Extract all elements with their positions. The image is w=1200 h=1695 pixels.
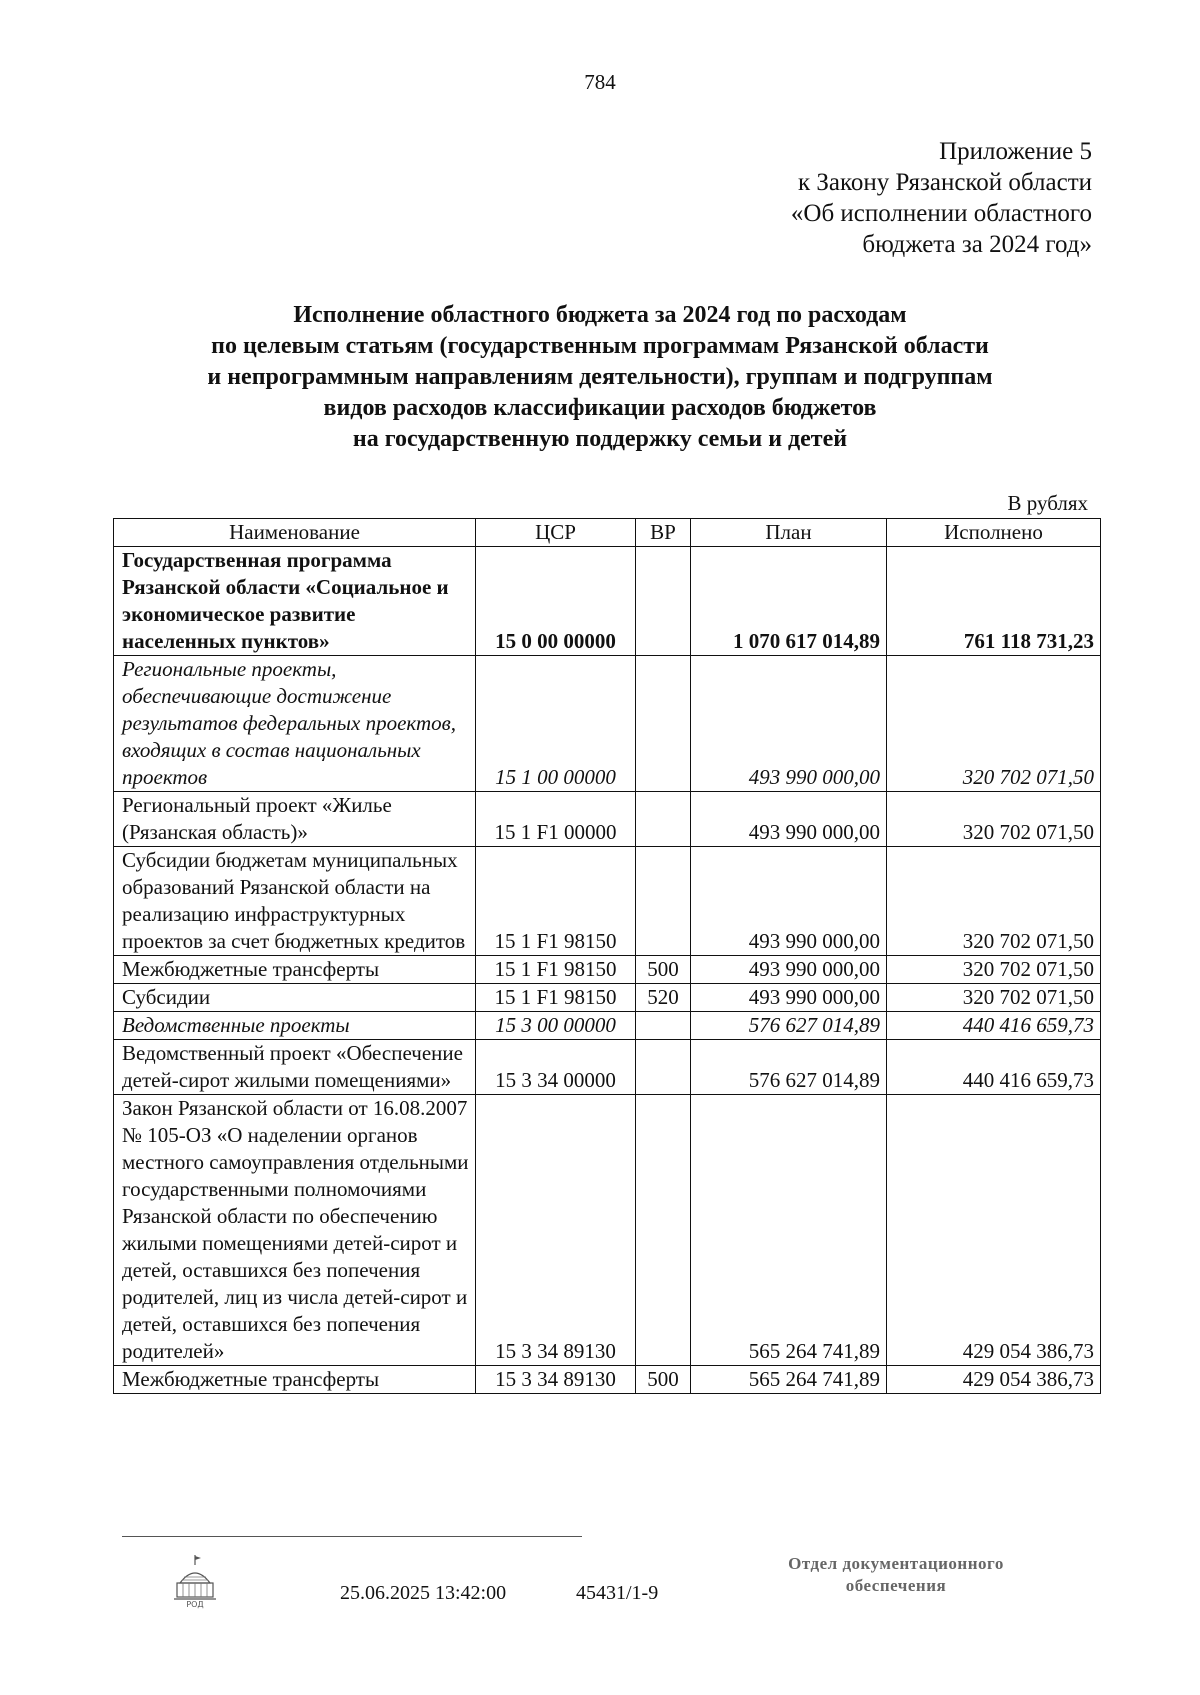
row-name-cell: Субсидии [114,984,476,1012]
row-done-cell: 320 702 071,50 [887,847,1101,956]
row-csr-cell: 15 1 F1 00000 [476,792,636,847]
row-csr-cell: 15 1 F1 98150 [476,984,636,1012]
row-plan-cell: 493 990 000,00 [691,847,887,956]
column-header-vr: ВР [636,519,691,547]
row-name-cell: Межбюджетные трансферты [114,956,476,984]
row-csr-cell: 15 3 34 89130 [476,1366,636,1394]
row-name-cell: Государственная программа Рязанской области «Социальное и экономическое развитие населенных пунктов» [114,547,476,656]
row-csr-cell: 15 3 34 00000 [476,1040,636,1095]
title-line: видов расходов классификации расходов бюджетов [323,395,877,421]
row-vr-cell: 500 [636,956,691,984]
row-plan-cell: 565 264 741,89 [691,1095,887,1366]
column-header-done: Исполнено [887,519,1101,547]
row-vr-cell [636,1095,691,1366]
budget-table [113,518,1101,1394]
table-row [114,956,1101,984]
row-plan-cell: 493 990 000,00 [691,984,887,1012]
row-done-cell: 320 702 071,50 [887,656,1101,792]
row-plan-cell: 493 990 000,00 [691,956,887,984]
stamp-line: Отдел документационного [788,1554,1004,1573]
stamp-line: обеспечения [845,1576,947,1595]
document-title [0,300,1200,455]
units-label: В рублях [1007,491,1088,515]
row-vr-cell [636,656,691,792]
row-plan-cell: 493 990 000,00 [691,792,887,847]
footer-timestamp: 25.06.2025 13:42:00 [340,1582,507,1604]
table-header-row [114,519,1101,547]
column-header-csr: ЦСР [476,519,636,547]
row-name-cell: Субсидии бюджетам муниципальных образований Рязанской области на реализацию инфраструктурных проектов за счет бюджетных кредитов [114,847,476,956]
row-done-cell: 440 416 659,73 [887,1012,1101,1040]
table-row [114,792,1101,847]
footer-document-code: 45431/1-9 [576,1582,659,1604]
row-csr-cell: 15 3 00 00000 [476,1012,636,1040]
table-row [114,1366,1101,1394]
title-line: по целевым статьям (государственным программам Рязанской области [211,333,989,359]
page-number: 784 [584,70,616,94]
row-vr-cell: 520 [636,984,691,1012]
footer-divider [122,1536,582,1537]
row-name-cell: Закон Рязанской области от 16.08.2007 № 105-ОЗ «О наделении органов местного самоуправления отдельными государственными полномочиями Рязанской области по обеспечению жилыми помещениями детей-сирот и детей, оставшихся без попечения родителей, лиц из числа детей-сирот и детей, оставшихся без попечения родителей» [114,1095,476,1366]
row-vr-cell [636,1012,691,1040]
appendix-reference [791,136,1092,260]
row-done-cell: 761 118 731,23 [887,547,1101,656]
row-csr-cell: 15 1 F1 98150 [476,956,636,984]
row-done-cell: 320 702 071,50 [887,956,1101,984]
row-plan-cell: 565 264 741,89 [691,1366,887,1394]
emblem-icon [172,1553,218,1609]
row-csr-cell: 15 3 34 89130 [476,1095,636,1366]
row-name-cell: Региональный проект «Жилье (Рязанская область)» [114,792,476,847]
row-done-cell: 320 702 071,50 [887,792,1101,847]
row-vr-cell [636,847,691,956]
appendix-line: бюджета за 2024 год» [862,231,1092,258]
table-row [114,1095,1101,1366]
table-row [114,547,1101,656]
row-plan-cell: 576 627 014,89 [691,1040,887,1095]
appendix-line: «Об исполнении областного [790,200,1092,227]
title-line: на государственную поддержку семьи и детей [352,426,848,452]
row-done-cell: 429 054 386,73 [887,1366,1101,1394]
table-row [114,984,1101,1012]
row-name-cell: Ведомственный проект «Обеспечение детей-сирот жилыми помещениями» [114,1040,476,1095]
row-done-cell: 440 416 659,73 [887,1040,1101,1095]
row-done-cell: 320 702 071,50 [887,984,1101,1012]
appendix-line: Приложение 5 [939,138,1092,165]
column-header-name: Наименование [114,519,476,547]
row-vr-cell [636,547,691,656]
row-csr-cell: 15 1 00 00000 [476,656,636,792]
row-plan-cell: 576 627 014,89 [691,1012,887,1040]
emblem-text: РОД [186,1600,204,1609]
table-row [114,656,1101,792]
row-plan-cell: 1 070 617 014,89 [691,547,887,656]
title-line: Исполнение областного бюджета за 2024 год по расходам [293,302,907,328]
table-row [114,847,1101,956]
row-plan-cell: 493 990 000,00 [691,656,887,792]
row-csr-cell: 15 0 00 00000 [476,547,636,656]
row-name-cell: Ведомственные проекты [114,1012,476,1040]
row-vr-cell [636,792,691,847]
column-header-plan: План [691,519,887,547]
row-name-cell: Региональные проекты, обеспечивающие достижение результатов федеральных проектов, входящих в состав национальных проектов [114,656,476,792]
table-row [114,1040,1101,1095]
row-csr-cell: 15 1 F1 98150 [476,847,636,956]
row-vr-cell [636,1040,691,1095]
row-vr-cell: 500 [636,1366,691,1394]
appendix-line: к Закону Рязанской области [798,169,1092,196]
department-stamp [746,1553,1046,1597]
row-done-cell: 429 054 386,73 [887,1095,1101,1366]
title-line: и непрограммным направлениям деятельности), группам и подгруппам [207,364,993,390]
table-row [114,1012,1101,1040]
row-name-cell: Межбюджетные трансферты [114,1366,476,1394]
